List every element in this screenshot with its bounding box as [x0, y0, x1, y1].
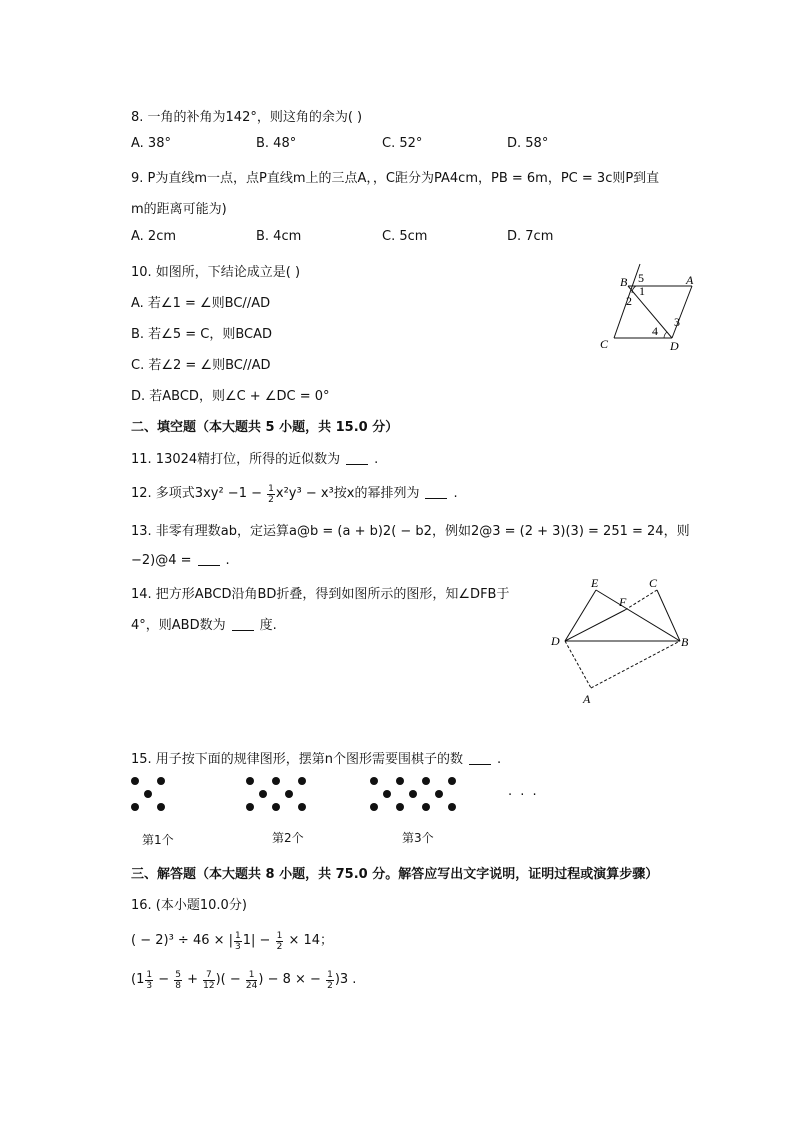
q16-expr2-op-5: )3 .	[334, 972, 357, 987]
q10-label-4: 4	[652, 324, 658, 338]
q13-blank	[198, 565, 220, 566]
q14-line-eb	[596, 590, 680, 641]
q12-frac-num: 1	[268, 484, 274, 494]
q14-label-d: D	[551, 634, 560, 648]
q16-expr2-f1-den: 3	[146, 981, 153, 991]
q8-option-b: B. 48°	[256, 136, 297, 151]
pattern-3-dot	[370, 803, 378, 811]
pattern-2-dot	[285, 790, 293, 798]
q14-line-fc	[625, 590, 657, 610]
section-2-heading: 二、填空题（本大题共 5 小题，共 15.0 分）	[131, 420, 399, 435]
q16-expr1-part-b: 1| −	[242, 933, 271, 948]
q13-text-line1: 13. 非零有理数ab，定运算a@b = (a + b)2( − b2，例如2@3 = (2 + 3)(3) = 251 = 24，则	[131, 524, 690, 539]
q16-expr2-op-1: −	[154, 972, 170, 987]
pattern-1-dot	[144, 790, 152, 798]
q14-label-c: C	[649, 576, 658, 590]
q16-expr2-op-2: +	[182, 972, 199, 987]
pattern-2-dot	[272, 803, 280, 811]
q10-angle-arc-d	[664, 332, 667, 338]
pattern-1-dot	[157, 803, 165, 811]
q16-expr2-fraction-3	[203, 970, 214, 991]
q9-option-a: A. 2cm	[131, 229, 177, 244]
q10-label-c: C	[600, 337, 609, 351]
q9-option-d: D. 7cm	[507, 229, 554, 244]
q16-expr2-f1-num: 1	[146, 970, 153, 980]
q10-option-d: D. 若ABCD，则∠C + ∠DC = 0°	[131, 389, 330, 404]
pattern-3-dot	[422, 803, 430, 811]
q14-label-e: E	[591, 576, 599, 590]
q15-text: 15. 用子按下面的规律图形，摆第n个图形需要围棋子的数	[131, 752, 464, 767]
q11-line	[131, 448, 378, 467]
q16-expr2-op-3: )( −	[215, 972, 241, 987]
q14-label-b: B	[681, 635, 689, 649]
q9-text-line2: m的距离可能为)	[131, 202, 227, 217]
q10-label-5: 5	[638, 271, 644, 285]
q10-line-ad	[672, 286, 692, 338]
pattern-3-dot	[396, 803, 404, 811]
q16-expr2-f2-num: 5	[175, 970, 181, 980]
q12-blank	[425, 498, 447, 499]
q14-tail: 度.	[259, 618, 277, 633]
q12-line	[131, 482, 458, 505]
pattern-3-dot	[422, 777, 430, 785]
q14-line-da	[565, 641, 591, 688]
pattern-2-dot	[272, 777, 280, 785]
q16-expr2-f4-den: 24	[245, 981, 258, 991]
q16-expr2-f3-num: 7	[203, 970, 214, 981]
pattern-3-dot	[396, 777, 404, 785]
pattern-3-dot	[383, 790, 391, 798]
q16-expr1-part-c: × 14；	[288, 933, 334, 948]
q10-label-2: 2	[626, 294, 632, 308]
q16-expression-1	[131, 929, 333, 952]
q16-expr2-f2-den: 8	[175, 981, 181, 991]
q10-option-a: A. 若∠1 = ∠则BC//AD	[131, 296, 271, 311]
pattern-2-dot	[298, 803, 306, 811]
q11-text: 11. 13024精打位，所得的近似数为	[131, 452, 341, 467]
q10-line-bd	[628, 286, 672, 338]
pattern-2-dot	[246, 803, 254, 811]
q10-text: 10. 如图所，下结论成立是( )	[131, 265, 301, 280]
q16-expr2-fraction-5	[326, 970, 334, 991]
q8-option-d: D. 58°	[507, 136, 549, 151]
q16-expr2-fraction-1	[145, 970, 153, 991]
q11-tail: .	[374, 452, 379, 467]
pattern-3-dot	[435, 790, 443, 798]
q14-text-line2: 4°，则ABD数为	[131, 618, 226, 633]
q12-tail: .	[453, 486, 458, 501]
q16-expr2-f5-den: 2	[327, 981, 333, 991]
pattern-1-caption: 第1个	[142, 833, 174, 847]
q14-text-line1: 14. 把方形ABCD沿角BD折叠，得到如图所示的图形，知∠DFB于	[131, 587, 510, 602]
q16-header: 16. (本小题10.0分)	[131, 898, 247, 913]
pattern-2-dot	[246, 777, 254, 785]
q12-pre: 12. 多项式3xy² −1 −	[131, 486, 262, 501]
q10-label-a: A	[686, 273, 694, 287]
q12-post: x²y³ − x³按x的幂排列为	[275, 486, 420, 501]
q15-blank	[469, 764, 491, 765]
q8-option-c: C. 52°	[382, 136, 423, 151]
pattern-3-dot	[448, 777, 456, 785]
q14-line-ab	[591, 641, 680, 688]
q16-expr2-fraction-4	[246, 970, 257, 991]
q12-fraction	[267, 484, 275, 505]
q12-frac-den: 2	[268, 495, 274, 505]
pattern-ellipsis: · · ·	[508, 788, 539, 803]
q13-line2	[131, 553, 230, 568]
q9-option-b: B. 4cm	[256, 229, 302, 244]
q10-label-d: D	[670, 339, 679, 353]
q16-expr1-fraction-1	[234, 931, 242, 952]
q16-expr1-f1-num: 1	[235, 931, 241, 941]
q16-expr2-f5-num: 1	[327, 970, 333, 980]
q14-figure	[545, 576, 695, 708]
q16-expr1-f2-den: 2	[276, 942, 283, 952]
q8-text: 8. 一角的补角为142°，则这角的余为( )	[131, 110, 363, 125]
q11-blank	[346, 464, 368, 465]
q9-option-c: C. 5cm	[382, 229, 428, 244]
q13-tail: .	[225, 553, 230, 568]
q14-label-f: F	[619, 595, 627, 609]
pattern-1-dot	[131, 803, 139, 811]
q16-expr2-op-4: ) − 8 × −	[258, 972, 321, 987]
q13-text-line2: −2)@4 =	[131, 553, 192, 568]
q15-tail: .	[497, 752, 502, 767]
q10-figure	[592, 262, 704, 354]
q10-label-b: B	[620, 275, 628, 289]
pattern-3-dot	[448, 803, 456, 811]
q16-expr2-f4-num: 1	[246, 970, 257, 981]
q14-label-a: A	[583, 692, 591, 706]
q15-line	[131, 748, 501, 767]
pattern-1-dot	[131, 777, 139, 785]
q16-expr1-part-a: ( − 2)³ ÷ 46 × |	[131, 933, 234, 948]
pattern-1-dot	[157, 777, 165, 785]
pattern-2-dot	[298, 777, 306, 785]
q16-expr1-f1-den: 3	[235, 942, 241, 952]
q16-expr1-fraction-2	[276, 931, 284, 952]
q10-label-3: 3	[674, 315, 680, 329]
q16-expr2-fraction-2	[174, 970, 182, 991]
q14-blank	[232, 630, 254, 631]
q14-line2	[131, 614, 277, 633]
pattern-2-dot	[259, 790, 267, 798]
q10-label-1: 1	[639, 284, 645, 298]
q10-option-c: C. 若∠2 = ∠则BC//AD	[131, 358, 271, 373]
q8-option-a: A. 38°	[131, 136, 171, 151]
pattern-2-caption: 第2个	[272, 831, 304, 845]
q16-expr2-part-a: (1	[131, 972, 145, 987]
q9-text-line1: 9. P为直线m一点，点P直线m上的三点A，，C距分为PA4cm，PB = 6m，PC = 3c则P到直	[131, 171, 660, 186]
q14-line-cb	[657, 590, 680, 641]
pattern-3-dot	[409, 790, 417, 798]
pattern-3-caption: 第3个	[402, 831, 434, 845]
q16-expr1-f2-num: 1	[276, 931, 283, 941]
q16-expression-2	[131, 970, 356, 991]
pattern-3-dot	[370, 777, 378, 785]
section-3-heading: 三、解答题（本大题共 8 小题，共 75.0 分。解答应写出文字说明，证明过程或演算步骤）	[131, 867, 659, 882]
q10-option-b: B. 若∠5 = C，则BCAD	[131, 327, 273, 342]
q16-expr2-f3-den: 12	[203, 981, 215, 991]
